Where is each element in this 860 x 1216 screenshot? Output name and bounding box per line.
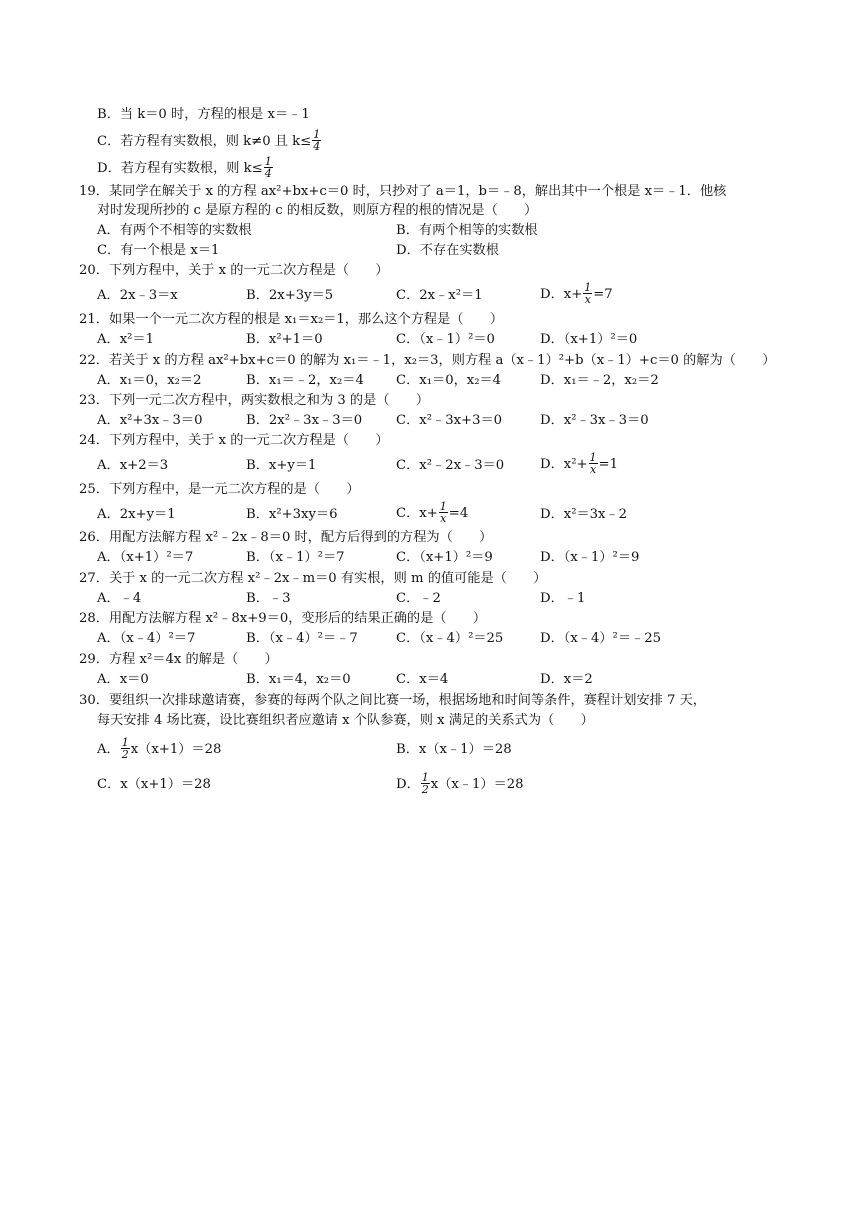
q19-option-d: D．不存在实数根 [396, 243, 499, 258]
fraction: $\frac{1}{2}$ [121, 736, 129, 761]
q30-option-b: B．x（x﹣1）＝28 [396, 742, 512, 757]
q21-stem: 21．如果一个一元二次方程的根是 x₁＝x₂＝1，那么这个方程是（ ） [79, 312, 504, 327]
q18-option-c: C．若方程有实数根，则 k≠0 且 k≤ $\frac{1}{4}$ [97, 128, 321, 153]
q23-option-c: C．x²﹣3x+3＝0 [396, 413, 503, 428]
q24-stem: 24．下列方程中，关于 x 的一元二次方程是（ ） [79, 433, 389, 448]
q28-option-b: B．（x﹣4）²＝﹣7 [246, 631, 358, 646]
q21-option-b: B．x²+1＝0 [246, 332, 323, 347]
q23-option-a: A．x²+3x﹣3＝0 [97, 413, 203, 428]
q22-option-c: C．x₁＝0，x₂＝4 [396, 373, 502, 388]
q30-stem-line2: 每天安排 4 场比赛，设比赛组织者应邀请 x 个队参赛，则 x 满足的关系式为（ ） [97, 713, 594, 728]
q26-option-a: A．（x+1）²＝7 [97, 550, 194, 565]
fraction: $\frac{1}{2}$ [421, 771, 429, 796]
q30-option-a: A． $\frac{1}{2}$ x（x+1）＝28 [97, 736, 222, 761]
q30-stem-line1: 30．要组织一次排球邀请赛，参赛的每两个队之间比赛一场，根据场地和时间等条件，赛程计划安排 7 天， [79, 693, 706, 708]
fraction: $\frac{1}{4}$ [313, 128, 321, 153]
q25-option-b: B．x²+3xy＝6 [246, 507, 338, 522]
q27-option-d: D．﹣1 [540, 591, 586, 606]
q25-stem: 25．下列方程中，是一元二次方程的是（ ） [79, 482, 360, 497]
q21-option-a: A．x²＝1 [97, 332, 155, 347]
q20-option-a: A．2x﹣3＝x [97, 288, 178, 303]
q20-option-d: D．x+ $\frac{1}{x}$ =7 [540, 281, 613, 306]
q23-option-d: D．x²﹣3x﹣3＝0 [540, 413, 649, 428]
q20-option-c: C．2x﹣x²＝1 [396, 288, 483, 303]
q28-stem: 28．用配方法解方程 x²﹣8x+9＝0，变形后的结果正确的是（ ） [79, 611, 487, 626]
q21-option-c: C．（x﹣1）²＝0 [396, 332, 495, 347]
q24-option-c: C．x²﹣2x﹣3＝0 [396, 458, 505, 473]
q24-option-a: A．x+2＝3 [97, 458, 169, 473]
q26-stem: 26．用配方法解方程 x²﹣2x﹣8＝0 时，配方后得到的方程为（ ） [79, 530, 493, 545]
q19-stem-line2: 对时发现所抄的 c 是原方程的 c 的相反数，则原方程的根的情况是（ ） [97, 203, 538, 218]
q27-option-c: C．﹣2 [396, 591, 441, 606]
q18-option-d: D．若方程有实数根，则 k≤ $\frac{1}{4}$ [97, 155, 272, 180]
q26-option-b: B．（x﹣1）²＝7 [246, 550, 345, 565]
q22-option-d: D．x₁＝﹣2，x₂＝2 [540, 373, 659, 388]
q29-option-d: D．x＝2 [540, 672, 593, 687]
q29-stem: 29．方程 x²＝4x 的解是（ ） [79, 652, 278, 667]
q28-option-c: C．（x﹣4）²＝25 [396, 631, 504, 646]
q29-option-b: B．x₁＝4，x₂＝0 [246, 672, 351, 687]
q19-option-a: A．有两个不相等的实数根 [97, 223, 252, 238]
q26-option-d: D．（x﹣1）²＝9 [540, 550, 640, 565]
q20-option-b: B．2x+3y＝5 [246, 288, 334, 303]
q29-option-a: A．x＝0 [97, 672, 149, 687]
q27-option-b: B．﹣3 [246, 591, 291, 606]
q19-option-b: B．有两个相等的实数根 [396, 223, 538, 238]
q27-stem: 27．关于 x 的一元二次方程 x²﹣2x﹣m＝0 有实根，则 m 的值可能是（ ） [79, 571, 547, 586]
fraction: $\frac{1}{x}$ [584, 281, 592, 306]
q22-option-a: A．x₁＝0，x₂＝2 [97, 373, 202, 388]
q23-stem: 23．下列一元二次方程中，两实数根之和为 3 的是（ ） [79, 393, 430, 408]
q22-stem: 22．若关于 x 的方程 ax²+bx+c＝0 的解为 x₁＝﹣1，x₂＝3，则方程 a（x﹣1）²+b（x﹣1）+c＝0 的解为（ ） [79, 353, 776, 368]
q24-option-d: D．x²+ $\frac{1}{x}$ =1 [540, 451, 618, 476]
q23-option-b: B．2x²﹣3x﹣3＝0 [246, 413, 363, 428]
q25-option-d: D．x²＝3x﹣2 [540, 507, 628, 522]
q19-stem-line1: 19．某同学在解关于 x 的方程 ax²+bx+c＝0 时，只抄对了 a＝1，b＝﹣8，解出其中一个根是 x＝﹣1．他核 [79, 184, 727, 199]
fraction: $\frac{1}{x}$ [439, 500, 447, 525]
q20-stem: 20．下列方程中，关于 x 的一元二次方程是（ ） [79, 263, 389, 278]
q30-option-d: D． $\frac{1}{2}$ x（x﹣1）＝28 [396, 771, 524, 796]
q28-option-a: A．（x﹣4）²＝7 [97, 631, 196, 646]
q30-option-c: C．x（x+1）＝28 [97, 777, 211, 792]
q26-option-c: C．（x+1）²＝9 [396, 550, 493, 565]
q24-option-b: B．x+y＝1 [246, 458, 317, 473]
q29-option-c: C．x＝4 [396, 672, 449, 687]
fraction: $\frac{1}{x}$ [589, 451, 597, 476]
q21-option-d: D．（x+1）²＝0 [540, 332, 638, 347]
q25-option-c: C．x+ $\frac{1}{x}$ =4 [396, 500, 469, 525]
q28-option-d: D．（x﹣4）²＝﹣25 [540, 631, 661, 646]
fraction: $\frac{1}{4}$ [264, 155, 272, 180]
q27-option-a: A．﹣4 [97, 591, 142, 606]
q25-option-a: A．2x+y＝1 [97, 507, 176, 522]
q22-option-b: B．x₁＝﹣2，x₂＝4 [246, 373, 364, 388]
q19-option-c: C．有一个根是 x＝1 [97, 243, 220, 258]
q18-option-b: B．当 k＝0 时，方程的根是 x＝﹣1 [97, 107, 310, 122]
